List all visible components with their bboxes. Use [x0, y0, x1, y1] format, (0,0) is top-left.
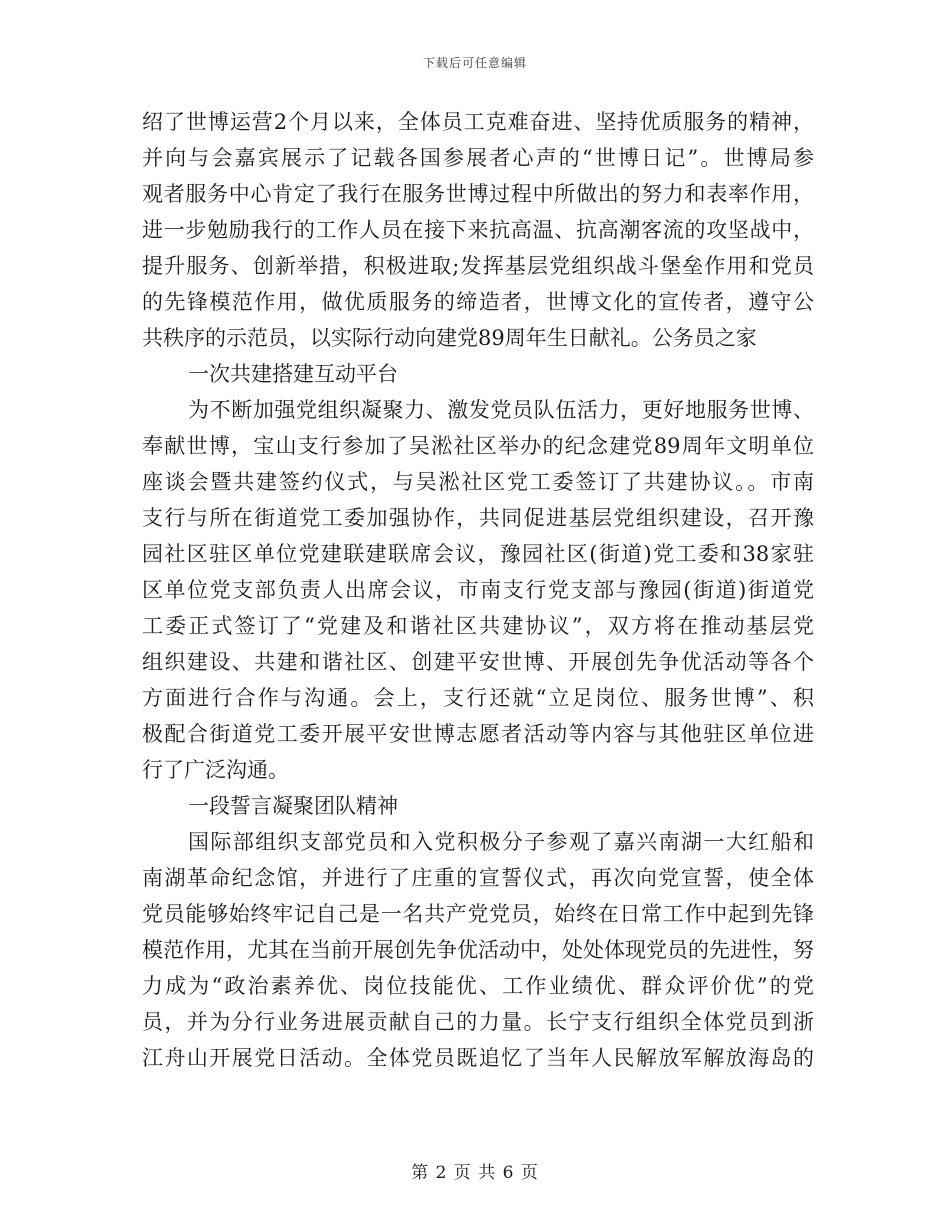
body-line: 极配合街道党工委开展平安世博志愿者活动等内容与其他驻区单位进 [142, 722, 814, 746]
body-line: 江舟山开展党日活动。全体党员既追忆了当年人民解放军解放海岛的 [142, 1046, 814, 1070]
body-line: 支行与所在街道党工委加强协作，共同促进基层党组织建设，召开豫 [142, 506, 814, 530]
body-line: 奉献世博，宝山支行参加了吴淞社区举办的纪念建党89周年文明单位 [142, 434, 814, 458]
body-line: 南湖革命纪念馆，并进行了庄重的宣誓仪式，再次向党宣誓，使全体 [142, 866, 814, 890]
body-line: 方面进行合作与沟通。会上，支行还就“立足岗位、服务世博”、积 [142, 686, 814, 710]
body-line: 观者服务中心肯定了我行在服务世博过程中所做出的努力和表率作用， [142, 182, 814, 206]
document-body [142, 104, 814, 1076]
body-line: 共秩序的示范员，以实际行动向建党89周年生日献礼。公务员之家 [142, 326, 757, 350]
body-line: 行了广泛沟通。 [142, 758, 289, 782]
body-line: 座谈会暨共建签约仪式，与吴淞社区党工委签订了共建协议。。市南 [142, 470, 814, 494]
body-line: 提升服务、创新举措，积极进取;发挥基层党组织战斗堡垒作用和党员 [142, 254, 814, 278]
body-line: 园社区驻区单位党建联建联席会议，豫园社区(街道)党工委和38家驻 [142, 542, 814, 566]
body-line: 并向与会嘉宾展示了记载各国参展者心声的“世博日记”。世博局参 [142, 146, 814, 170]
section-heading: 一次共建搭建互动平台 [188, 362, 398, 386]
page-number-footer: 第 2 页 共 6 页 [411, 1163, 539, 1183]
page-header: 下载后可任意编辑 [422, 56, 527, 70]
section-heading: 一段誓言凝聚团队精神 [188, 794, 398, 818]
body-line: 员，并为分行业务进展贡献自己的力量。长宁支行组织全体党员到浙 [142, 1010, 814, 1034]
body-line: 绍了世博运营2个月以来，全体员工克难奋进、坚持优质服务的精神， [142, 110, 814, 134]
body-line: 国际部组织支部党员和入党积极分子参观了嘉兴南湖一大红船和 [188, 830, 814, 854]
body-line: 组织建设、共建和谐社区、创建平安世博、开展创先争优活动等各个 [142, 650, 814, 674]
body-line: 工委正式签订了“党建及和谐社区共建协议”，双方将在推动基层党 [142, 614, 814, 638]
body-line: 区单位党支部负责人出席会议，市南支行党支部与豫园(街道)街道党 [142, 578, 814, 602]
body-line: 的先锋模范作用，做优质服务的缔造者，世博文化的宣传者，遵守公 [142, 290, 814, 314]
body-line: 进一步勉励我行的工作人员在接下来抗高温、抗高潮客流的攻坚战中， [142, 218, 814, 242]
body-line: 力成为“政治素养优、岗位技能优、工作业绩优、群众评价优”的党 [142, 974, 814, 998]
body-line: 为不断加强党组织凝聚力、激发党员队伍活力，更好地服务世博、 [188, 398, 814, 422]
body-line: 模范作用，尤其在当前开展创先争优活动中，处处体现党员的先进性，努 [142, 938, 814, 962]
body-line: 党员能够始终牢记自己是一名共产党党员，始终在日常工作中起到先锋 [142, 902, 814, 926]
